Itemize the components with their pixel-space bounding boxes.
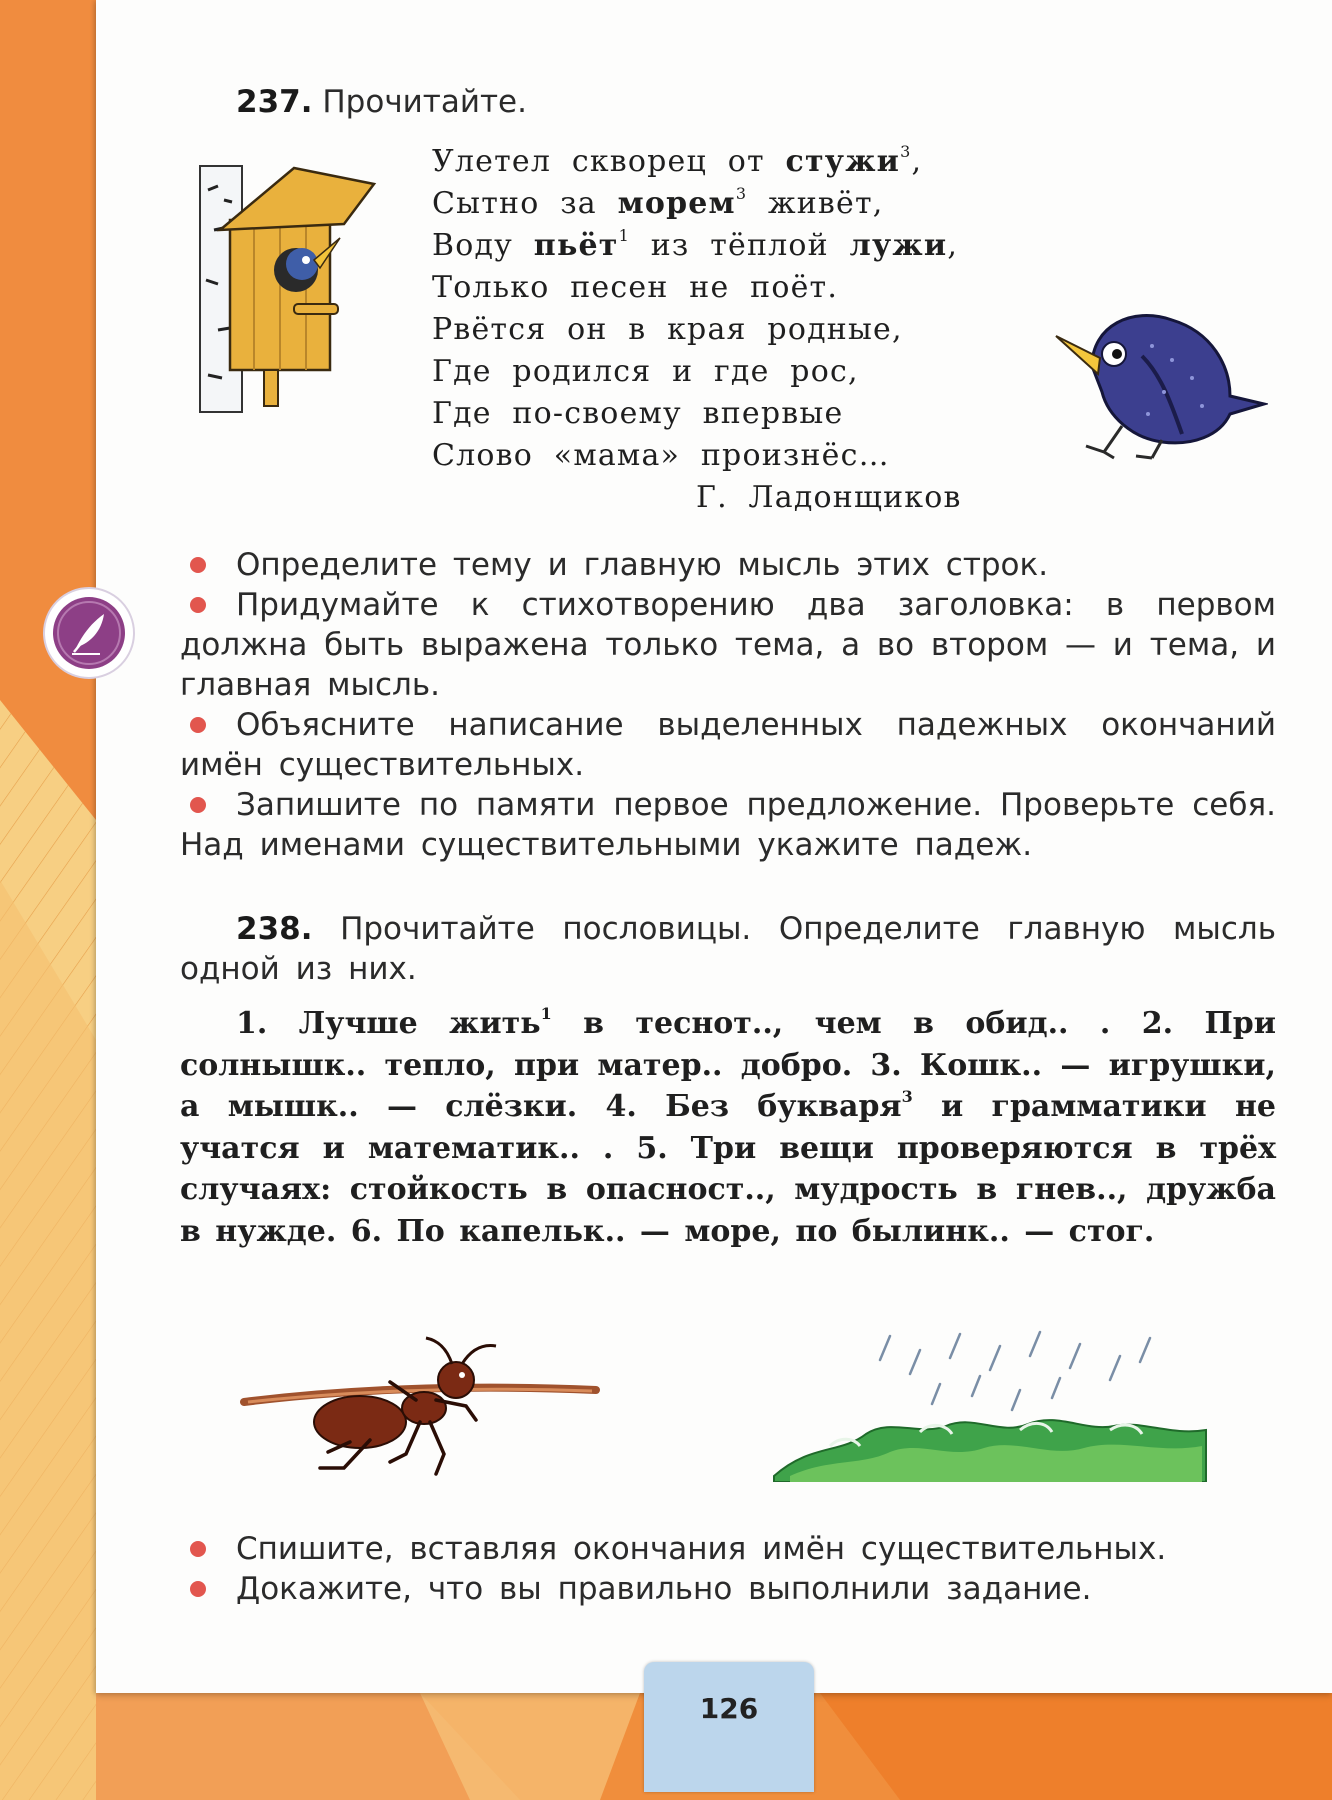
task-237-questions [180,545,1276,865]
question-item: Определите тему и главную мысль этих строк. [180,545,1276,585]
question-item: Придумайте к стихотворению два заголовка: в первом должна быть выражена только тема, а во втором — и тема, и главная мысль. [180,587,1276,703]
question-item: Докажите, что вы правильно выполнили задание. [180,1569,1276,1609]
poem-author: Г. Ладонщиков [696,480,962,515]
task-number: 238. [236,911,313,947]
starling-illustration [1052,296,1268,460]
ant-illustration [240,1330,600,1480]
poem-line: Рвётся он в края родные, [432,312,903,347]
task-238-heading [180,909,1276,989]
page-number: 126 [699,1692,759,1725]
proverbs-text: 1. Лучше жить$^1$ в теснот.., чем в обид.. . 2. При солнышк.. тепло, при матер.. добро. 3. Кошк.. — игрушки, а мышк.. — слёзки. 4. Без букваря$^3$ и грамматики не учатся и математик.. . 5. Три вещи проверяются в трёх случаях: стойкость в опасност.., мудрость в гнев.., дружба в нужде. 6. По капельк.. — море, по былинк.. — стог. [180,1004,1277,1249]
poem-line: Воду пьёт$^1$ из тёплой лужи, [432,226,959,263]
poem-line: Где по-своему впервые [432,396,844,431]
question-item: Объясните написание выделенных падежных окончаний имён существительных. [180,707,1276,783]
poem-line: Слово «мама» произнёс… [432,438,890,473]
poem-line: Сытно за морем$^3$ живёт, [432,184,884,221]
sea-waves-illustration [770,1326,1210,1482]
poem-line: Только песен не поёт. [432,270,839,305]
task-number: 237. [236,84,313,120]
task-instruction: Прочитайте пословицы. Определите главную мысль одной из них. [180,911,1277,987]
quill-icon [42,586,136,680]
birdhouse-illustration [194,160,378,416]
task-238-questions [180,1529,1276,1609]
page-number-tab [644,1662,814,1792]
task-237-heading [236,84,527,120]
question-item: Запишите по памяти первое предложение. Проверьте себя. Над именами существительными укажите падеж. [180,787,1276,863]
question-item: Спишите, вставляя окончания имён существительных. [180,1529,1276,1569]
poem-line: Где родился и где рос, [432,354,859,389]
task-instruction: Прочитайте. [322,84,527,120]
poem [432,141,962,519]
poem-line: Улетел скворец от стужи$^3$, [432,142,923,179]
